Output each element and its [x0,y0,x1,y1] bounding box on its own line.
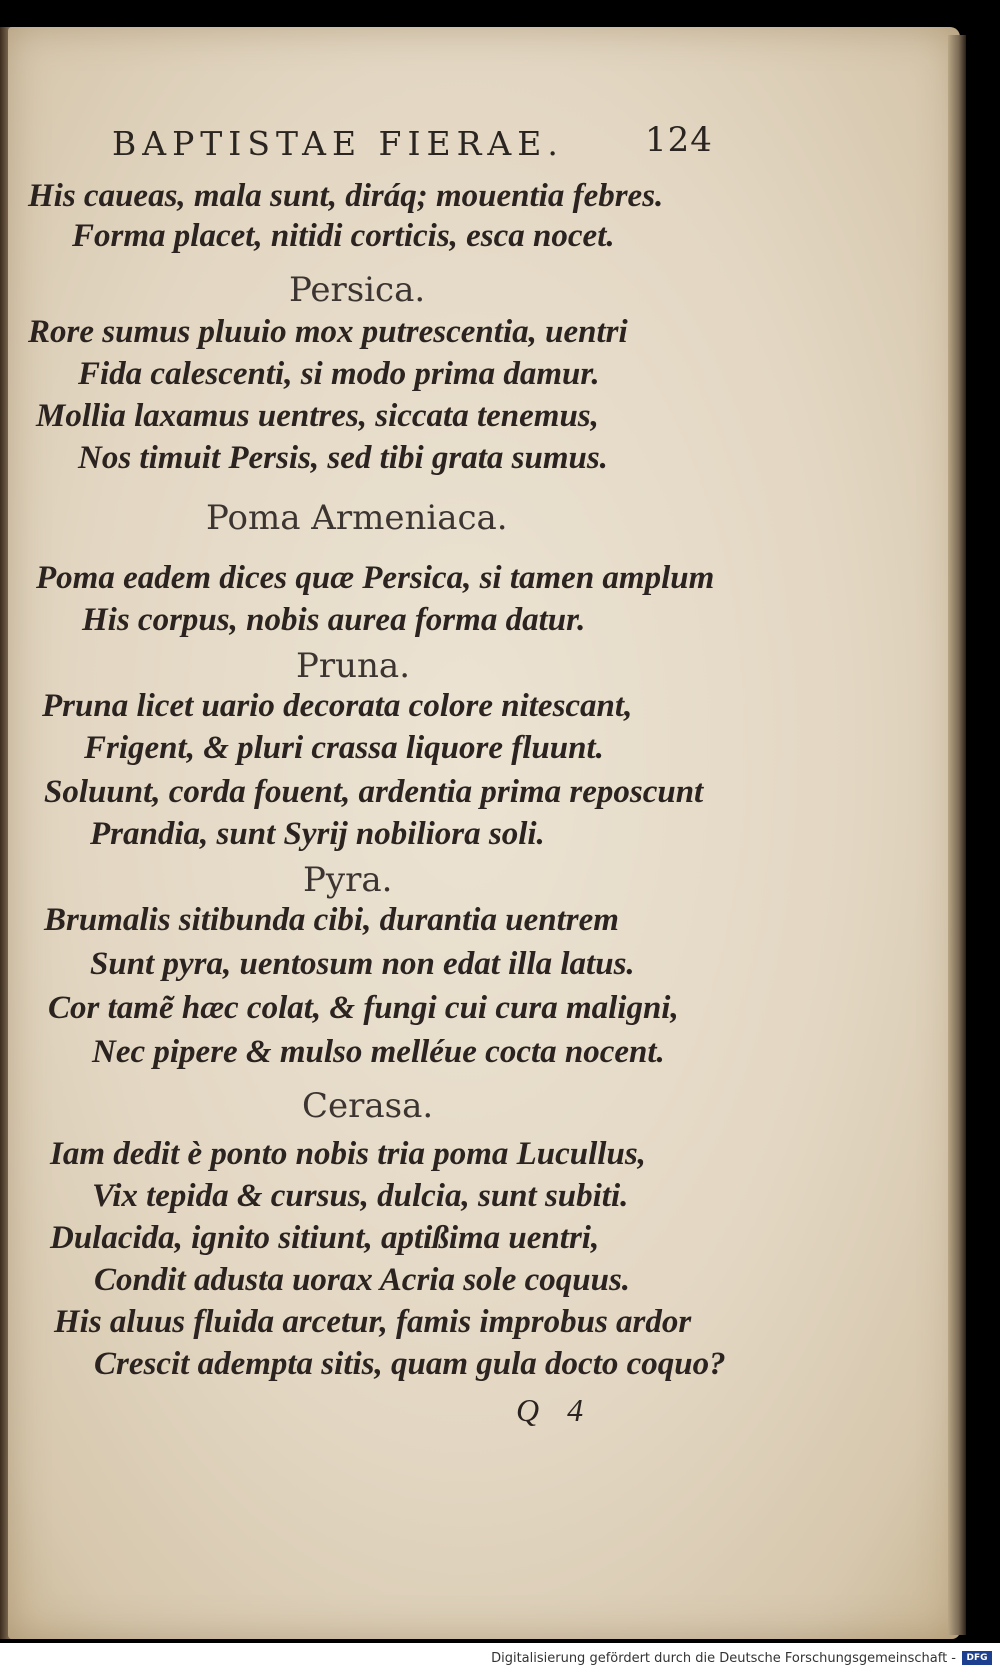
running-header [100,118,713,168]
section-heading-poma-armeniaca: Poma Armeniaca. [206,498,508,538]
verse-line: Cor tamẽ hæc colat, & fungi cui cura maligni, [48,990,679,1026]
verse-line: Forma placet, nitidi corticis, esca nocet. [72,218,615,254]
verse-line: Mollia laxamus uentres, siccata tenemus, [36,398,599,434]
verse-line: Fida calescenti, si modo prima damur. [78,356,600,392]
signature-mark: Q 4 [516,1392,594,1428]
verse-line: Condit adusta uorax Acria sole coquus. [94,1262,631,1298]
page-fore-edge [948,35,966,1635]
verse-line: Nos timuit Persis, sed tibi grata sumus. [78,440,608,476]
verse-line: His aluus fluida arcetur, famis improbus ardor [54,1304,692,1340]
verse-line: Pruna licet uario decorata colore nitescant, [42,688,633,724]
dfg-logo-badge: DFG [962,1651,992,1665]
verse-line: Prandia, sunt Syrij nobiliora soli. [90,816,545,852]
section-heading-pyra: Pyra. [303,860,393,900]
verse-line: Vix tepida & cursus, dulcia, sunt subiti. [92,1178,629,1214]
verse-line: Crescit adempta sitis, quam gula docto coquo? [94,1346,726,1382]
page-number: 124 [645,120,713,160]
verse-line: Frigent, & pluri crassa liquore fluunt. [84,730,604,766]
section-heading-persica: Persica. [289,270,426,310]
section-heading-pruna: Pruna. [296,646,411,686]
verse-line: Brumalis sitibunda cibi, durantia uentrem [44,902,619,938]
verse-line: Dulacida, ignito sitiunt, aptißima uentri, [50,1220,600,1256]
funding-credit: Digitalisierung gefördert durch die Deutsche Forschungsgemeinschaft - [491,1651,956,1666]
running-head-title: BAPTISTAE FIERAE. [112,124,564,163]
verse-line: His caueas, mala sunt, diráq; mouentia febres. [28,178,664,214]
verse-line: His corpus, nobis aurea forma datur. [82,602,586,638]
section-heading-cerasa: Cerasa. [302,1086,434,1126]
verse-line: Poma eadem dices quæ Persica, si tamen amplum [36,560,715,596]
verse-line: Sunt pyra, uentosum non edat illa latus. [90,946,635,982]
digitization-footer [0,1643,1000,1675]
verse-line: Rore sumus pluuio mox putrescentia, uentri [28,314,628,350]
verse-line: Nec pipere & mulso melléue cocta nocent. [92,1034,665,1070]
verse-line: Iam dedit è ponto nobis tria poma Lucullus, [50,1136,646,1172]
verse-line: Soluunt, corda fouent, ardentia prima reposcunt [44,774,704,810]
